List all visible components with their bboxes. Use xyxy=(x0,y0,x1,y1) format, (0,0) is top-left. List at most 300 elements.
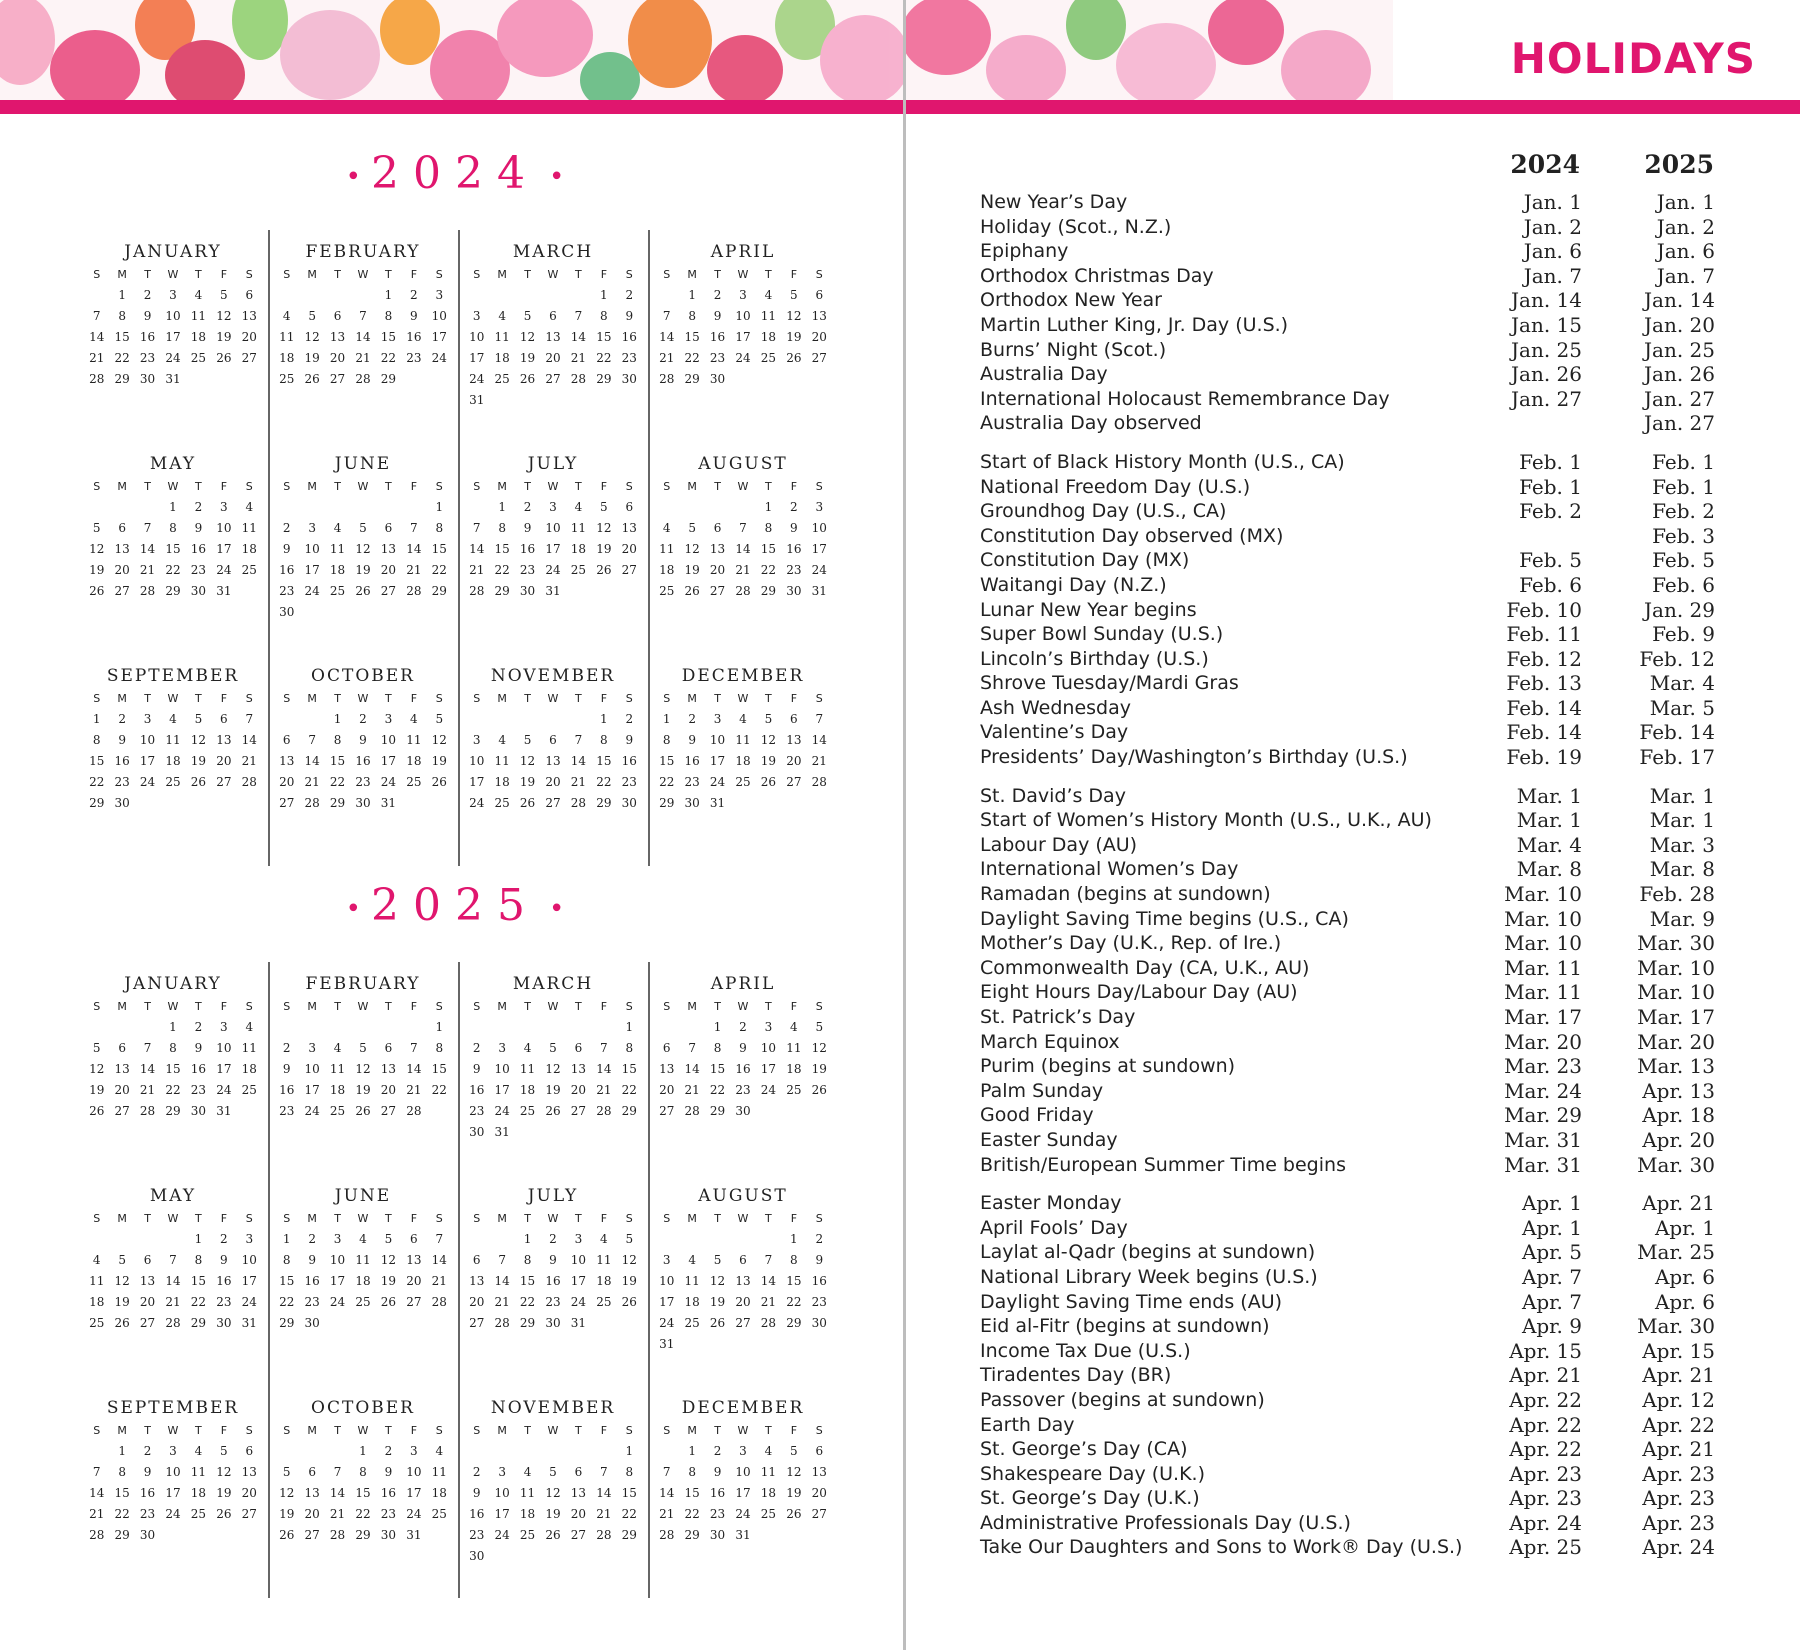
day-cell: 5 xyxy=(713,1253,722,1267)
day-blank xyxy=(654,1229,679,1250)
day-cell: 15 xyxy=(684,330,700,344)
day-cell: 5 xyxy=(523,733,532,747)
day-cell: 26 xyxy=(684,584,700,598)
day-cell: 1 xyxy=(600,288,608,302)
day-grid xyxy=(654,497,832,602)
day-cell: 18 xyxy=(406,754,422,768)
day-cell: 9 xyxy=(523,521,532,535)
day-cell: 1 xyxy=(194,1232,203,1246)
weekday-header xyxy=(654,476,832,497)
day-cell: 13 xyxy=(469,1274,485,1288)
day-cell: 7 xyxy=(359,309,367,323)
weekday-header xyxy=(274,996,452,1017)
day-cell: 5 xyxy=(359,1041,367,1055)
day-cell: 29 xyxy=(519,1316,536,1330)
day-cell: 22 xyxy=(431,1083,447,1097)
day-cell: 10 xyxy=(329,1253,346,1267)
day-cell: 17 xyxy=(431,330,447,344)
day-blank xyxy=(566,1017,591,1038)
weekday-label: T xyxy=(714,1212,721,1225)
day-cell: 3 xyxy=(815,500,824,514)
weekday-label: T xyxy=(385,692,392,705)
day-cell: 7 xyxy=(472,521,481,535)
weekday-label: T xyxy=(195,1424,202,1437)
weekday-label: T xyxy=(144,1424,151,1437)
holiday-date-2024: Apr. 22 xyxy=(1509,1437,1582,1462)
day-cell: 28 xyxy=(329,1528,346,1542)
day-cell: 8 xyxy=(333,733,342,747)
weekday-label: M xyxy=(117,692,127,705)
day-cell: 24 xyxy=(380,775,397,789)
day-cell: 4 xyxy=(498,309,506,323)
day-cell: 22 xyxy=(684,351,700,365)
weekday-label: S xyxy=(625,1212,633,1225)
day-cell: 26 xyxy=(190,775,207,789)
day-cell: 4 xyxy=(600,1232,608,1246)
day-cell: 18 xyxy=(89,1295,105,1309)
day-cell: 15 xyxy=(165,1062,181,1076)
day-cell: 24 xyxy=(469,372,485,386)
day-blank xyxy=(540,709,565,730)
month-name: JANUARY xyxy=(124,242,222,262)
day-grid xyxy=(274,1441,452,1546)
day-cell: 29 xyxy=(279,1316,295,1330)
holiday-column-header-2024: 2024 xyxy=(1510,150,1580,179)
holiday-date-2024: Mar. 20 xyxy=(1504,1029,1582,1054)
day-grid xyxy=(654,1229,832,1355)
day-cell: 19 xyxy=(786,330,802,344)
day-blank xyxy=(679,1229,704,1250)
holiday-date-2025: Mar. 30 xyxy=(1637,931,1715,956)
day-cell: 21 xyxy=(811,754,827,768)
holiday-name: Ash Wednesday xyxy=(980,696,1131,719)
day-blank xyxy=(679,497,704,518)
month-june xyxy=(268,452,458,664)
day-cell: 30 xyxy=(519,584,536,598)
day-cell: 8 xyxy=(118,1465,126,1479)
holiday-row xyxy=(980,1462,1715,1487)
weekday-label: T xyxy=(144,1212,151,1225)
day-cell: 26 xyxy=(304,372,320,386)
day-cell: 28 xyxy=(659,372,675,386)
day-cell: 27 xyxy=(786,775,802,789)
weekday-label: T xyxy=(714,1000,721,1013)
day-blank xyxy=(489,285,514,306)
weekday-label: S xyxy=(283,1212,291,1225)
holiday-date-2024: Apr. 25 xyxy=(1509,1535,1582,1560)
day-cell: 4 xyxy=(333,521,342,535)
day-cell: 17 xyxy=(165,1486,181,1500)
day-cell: 24 xyxy=(760,1083,777,1097)
day-cell: 3 xyxy=(739,288,747,302)
day-cell: 1 xyxy=(435,1020,444,1034)
holiday-row xyxy=(980,387,1715,412)
day-blank xyxy=(464,285,489,306)
day-cell: 25 xyxy=(760,351,777,365)
day-cell: 6 xyxy=(333,309,342,323)
day-cell: 26 xyxy=(279,1528,295,1542)
day-cell: 15 xyxy=(494,542,510,556)
day-cell: 2 xyxy=(384,1444,393,1458)
holiday-row xyxy=(980,475,1715,500)
day-cell: 27 xyxy=(735,1316,751,1330)
day-cell: 26 xyxy=(709,1316,726,1330)
day-cell: 5 xyxy=(688,521,696,535)
day-cell: 6 xyxy=(713,521,722,535)
holiday-name: Eight Hours Day/Labour Day (AU) xyxy=(980,981,1298,1004)
day-cell: 8 xyxy=(625,1465,634,1479)
day-cell: 18 xyxy=(241,542,257,556)
day-cell: 1 xyxy=(764,500,773,514)
day-cell: 18 xyxy=(329,563,346,577)
day-blank xyxy=(730,1229,755,1250)
day-cell: 17 xyxy=(709,754,726,768)
weekday-label: M xyxy=(307,1212,317,1225)
holiday-name: Palm Sunday xyxy=(980,1079,1104,1102)
weekday-header xyxy=(84,996,262,1017)
day-cell: 19 xyxy=(545,1083,561,1097)
day-cell: 30 xyxy=(621,796,637,810)
day-cell: 15 xyxy=(659,754,675,768)
weekday-header xyxy=(274,1208,452,1229)
day-cell: 1 xyxy=(625,1444,634,1458)
weekday-label: M xyxy=(307,1424,317,1437)
day-cell: 29 xyxy=(621,1104,637,1118)
day-cell: 25 xyxy=(165,775,181,789)
day-cell: 12 xyxy=(216,1465,232,1479)
weekday-label: S xyxy=(815,1212,823,1225)
day-cell: 9 xyxy=(625,733,634,747)
day-cell: 27 xyxy=(329,372,346,386)
day-cell: 26 xyxy=(545,1528,561,1542)
day-cell: 8 xyxy=(359,1465,367,1479)
day-cell: 27 xyxy=(139,1316,156,1330)
weekday-label: T xyxy=(765,1424,772,1437)
day-cell: 19 xyxy=(760,754,777,768)
day-cell: 29 xyxy=(431,584,447,598)
day-cell: 28 xyxy=(811,775,827,789)
day-blank xyxy=(540,1441,565,1462)
weekday-header xyxy=(84,264,262,285)
day-cell: 16 xyxy=(684,754,700,768)
day-cell: 31 xyxy=(545,584,561,598)
weekday-label: S xyxy=(663,268,671,281)
day-cell: 6 xyxy=(245,288,254,302)
month-august xyxy=(648,1184,838,1396)
day-cell: 8 xyxy=(688,1465,696,1479)
day-cell: 5 xyxy=(600,500,608,514)
day-cell: 16 xyxy=(709,1486,726,1500)
weekday-label: M xyxy=(307,692,317,705)
holiday-name: Burns’ Night (Scot.) xyxy=(980,338,1167,361)
day-cell: 22 xyxy=(621,1083,637,1097)
day-cell: 9 xyxy=(194,521,203,535)
month-july xyxy=(458,1184,648,1396)
day-cell: 9 xyxy=(118,733,126,747)
day-cell: 9 xyxy=(713,1465,722,1479)
day-blank xyxy=(464,709,489,730)
day-cell: 30 xyxy=(355,796,371,810)
day-cell: 30 xyxy=(545,1316,561,1330)
day-cell: 25 xyxy=(684,1316,700,1330)
day-cell: 10 xyxy=(406,1465,422,1479)
month-april xyxy=(648,972,838,1184)
day-cell: 3 xyxy=(662,1253,671,1267)
weekday-label: M xyxy=(117,268,127,281)
weekday-label: W xyxy=(737,1000,749,1013)
holiday-name: New Year’s Day xyxy=(980,191,1128,213)
day-cell: 4 xyxy=(790,1020,798,1034)
day-cell: 26 xyxy=(519,372,536,386)
weekday-label: F xyxy=(410,1000,418,1013)
month-name: OCTOBER xyxy=(311,1398,415,1418)
weekday-label: S xyxy=(245,268,253,281)
day-cell: 6 xyxy=(625,500,634,514)
weekday-label: T xyxy=(195,1000,202,1013)
day-cell: 6 xyxy=(118,1041,126,1055)
day-cell: 8 xyxy=(282,1253,291,1267)
day-cell: 11 xyxy=(659,542,675,556)
weekday-label: T xyxy=(144,480,151,493)
holiday-date-2025: Apr. 21 xyxy=(1642,1363,1715,1388)
holiday-date-2024: Jan. 2 xyxy=(1523,214,1582,239)
holiday-name: Earth Day xyxy=(980,1413,1075,1436)
day-cell: 23 xyxy=(190,563,207,577)
day-cell: 24 xyxy=(570,1295,587,1309)
day-cell: 14 xyxy=(494,1274,510,1288)
weekday-label: S xyxy=(283,268,291,281)
day-cell: 22 xyxy=(494,563,510,577)
day-cell: 18 xyxy=(760,1486,777,1500)
day-cell: 8 xyxy=(600,733,608,747)
day-cell: 21 xyxy=(139,563,156,577)
day-cell: 7 xyxy=(143,521,152,535)
day-cell: 31 xyxy=(469,393,485,407)
day-cell: 15 xyxy=(114,1486,130,1500)
weekday-label: M xyxy=(117,1000,127,1013)
day-grid xyxy=(84,285,262,390)
holiday-date-2024: Feb. 13 xyxy=(1506,671,1582,696)
day-cell: 30 xyxy=(380,1528,397,1542)
day-grid xyxy=(274,709,452,814)
day-cell: 21 xyxy=(139,1083,156,1097)
day-cell: 4 xyxy=(359,1232,367,1246)
day-cell: 25 xyxy=(431,1507,447,1521)
day-cell: 30 xyxy=(621,372,637,386)
weekday-label: S xyxy=(815,480,823,493)
holiday-date-2025: Feb. 3 xyxy=(1652,523,1715,548)
holiday-name: Passover (begins at sundown) xyxy=(980,1388,1265,1411)
weekday-label: T xyxy=(195,268,202,281)
day-cell: 14 xyxy=(139,1062,156,1076)
day-cell: 7 xyxy=(308,733,316,747)
holiday-group xyxy=(980,190,1715,436)
day-cell: 3 xyxy=(472,309,481,323)
weekday-header xyxy=(84,1208,262,1229)
holiday-date-2025: Mar. 8 xyxy=(1649,857,1715,882)
day-cell: 22 xyxy=(596,351,612,365)
day-blank xyxy=(109,1229,134,1250)
year-dot-left: • xyxy=(345,161,361,192)
holiday-date-2025: Apr. 23 xyxy=(1642,1461,1715,1486)
holiday-date-2025: Mar. 20 xyxy=(1637,1029,1715,1054)
holiday-row xyxy=(980,362,1715,387)
day-cell: 15 xyxy=(709,1062,726,1076)
holiday-row xyxy=(980,1005,1715,1030)
day-cell: 18 xyxy=(165,754,181,768)
day-cell: 6 xyxy=(549,733,557,747)
day-cell: 8 xyxy=(662,733,671,747)
weekday-label: S xyxy=(283,692,291,705)
day-cell: 29 xyxy=(684,1528,700,1542)
day-cell: 22 xyxy=(380,351,397,365)
holiday-group xyxy=(980,1191,1715,1560)
day-cell: 11 xyxy=(596,1253,612,1267)
day-cell: 3 xyxy=(764,1020,773,1034)
day-blank xyxy=(84,497,109,518)
holiday-row xyxy=(980,1314,1715,1339)
month-name: JULY xyxy=(527,454,579,474)
day-blank xyxy=(540,1017,565,1038)
day-blank xyxy=(299,1441,324,1462)
day-grid xyxy=(464,709,642,814)
day-cell: 22 xyxy=(114,351,130,365)
day-cell: 18 xyxy=(190,330,207,344)
weekday-header xyxy=(274,264,452,285)
day-cell: 19 xyxy=(190,754,207,768)
weekday-label: M xyxy=(497,692,507,705)
day-cell: 11 xyxy=(165,733,181,747)
holiday-name: Constitution Day observed (MX) xyxy=(980,524,1284,547)
day-cell: 12 xyxy=(709,1274,726,1288)
day-cell: 26 xyxy=(811,1083,827,1097)
weekday-label: T xyxy=(385,480,392,493)
day-cell: 25 xyxy=(89,1316,105,1330)
weekday-label: F xyxy=(600,1212,608,1225)
weekday-header xyxy=(464,476,642,497)
weekday-label: W xyxy=(737,268,749,281)
day-cell: 10 xyxy=(431,309,447,323)
day-blank xyxy=(299,709,324,730)
day-cell: 25 xyxy=(519,1104,536,1118)
weekday-label: S xyxy=(245,1212,253,1225)
holiday-row xyxy=(980,1265,1715,1290)
day-cell: 6 xyxy=(549,309,557,323)
day-cell: 17 xyxy=(139,754,156,768)
holiday-date-2024: Apr. 5 xyxy=(1521,1240,1582,1265)
day-cell: 1 xyxy=(662,712,671,726)
day-cell: 15 xyxy=(621,1062,637,1076)
day-cell: 17 xyxy=(304,563,320,577)
weekday-header xyxy=(274,688,452,709)
day-blank xyxy=(464,497,489,518)
day-cell: 6 xyxy=(574,1465,583,1479)
holiday-date-2025: Mar. 17 xyxy=(1637,1005,1715,1029)
holiday-date-2024: Apr. 23 xyxy=(1509,1486,1582,1511)
day-cell: 5 xyxy=(790,288,798,302)
weekday-label: T xyxy=(714,1424,721,1437)
holiday-row xyxy=(980,1437,1715,1462)
weekday-label: T xyxy=(524,1000,531,1013)
day-cell: 18 xyxy=(355,1274,371,1288)
holiday-row xyxy=(980,745,1715,770)
day-cell: 28 xyxy=(139,584,156,598)
day-cell: 31 xyxy=(811,584,827,598)
day-cell: 17 xyxy=(494,1083,510,1097)
day-cell: 20 xyxy=(735,1295,751,1309)
holiday-row xyxy=(980,573,1715,598)
day-cell: 24 xyxy=(545,563,561,577)
holiday-date-2024: Mar. 10 xyxy=(1504,931,1582,956)
holiday-date-2025: Mar. 9 xyxy=(1649,906,1715,931)
day-cell: 22 xyxy=(190,1295,207,1309)
holiday-date-2025: Apr. 23 xyxy=(1642,1510,1715,1535)
day-grid xyxy=(654,709,832,814)
day-grid xyxy=(84,497,262,602)
day-cell: 3 xyxy=(245,1232,254,1246)
day-cell: 23 xyxy=(469,1104,485,1118)
day-cell: 14 xyxy=(406,1062,422,1076)
day-blank xyxy=(515,1441,540,1462)
day-cell: 14 xyxy=(760,1274,777,1288)
day-blank xyxy=(135,1229,160,1250)
day-cell: 16 xyxy=(519,542,536,556)
weekday-label: W xyxy=(167,1000,179,1013)
day-cell: 27 xyxy=(570,1104,587,1118)
holiday-name: St. George’s Day (U.K.) xyxy=(980,1487,1200,1510)
day-cell: 9 xyxy=(472,1486,481,1500)
day-cell: 31 xyxy=(494,1125,510,1139)
weekday-label: T xyxy=(385,1212,392,1225)
weekday-label: T xyxy=(334,1212,341,1225)
day-cell: 29 xyxy=(494,584,510,598)
month-name: APRIL xyxy=(710,242,776,262)
month-june xyxy=(268,1184,458,1396)
day-cell: 9 xyxy=(472,1062,481,1076)
month-may xyxy=(78,1184,268,1396)
day-cell: 26 xyxy=(431,775,447,789)
day-cell: 21 xyxy=(241,754,257,768)
day-cell: 28 xyxy=(406,584,422,598)
holiday-date-2025: Jan. 20 xyxy=(1644,312,1715,337)
weekday-label: M xyxy=(687,1000,697,1013)
holiday-date-2024: Mar. 11 xyxy=(1504,980,1582,1005)
day-cell: 21 xyxy=(469,563,485,577)
weekday-label: T xyxy=(714,268,721,281)
holiday-date-2024: Jan. 7 xyxy=(1523,263,1582,288)
holiday-row xyxy=(980,190,1715,215)
day-cell: 29 xyxy=(114,1528,130,1542)
day-cell: 10 xyxy=(165,1465,181,1479)
day-cell: 15 xyxy=(596,754,612,768)
weekday-label: S xyxy=(435,480,443,493)
day-blank xyxy=(84,1441,109,1462)
day-cell: 26 xyxy=(355,1104,371,1118)
day-grid xyxy=(464,1229,642,1334)
weekday-label: W xyxy=(547,1212,559,1225)
holiday-group xyxy=(980,450,1715,770)
day-cell: 26 xyxy=(596,563,612,577)
holiday-date-2025: Apr. 24 xyxy=(1642,1535,1715,1560)
day-cell: 6 xyxy=(308,1465,316,1479)
month-april xyxy=(648,240,838,452)
day-blank xyxy=(515,709,540,730)
day-cell: 1 xyxy=(118,1444,126,1458)
holiday-name: Waitangi Day (N.Z.) xyxy=(980,573,1167,596)
holiday-date-2024: Jan. 27 xyxy=(1511,386,1582,411)
month-name: NOVEMBER xyxy=(490,666,616,686)
day-cell: 16 xyxy=(545,1274,561,1288)
